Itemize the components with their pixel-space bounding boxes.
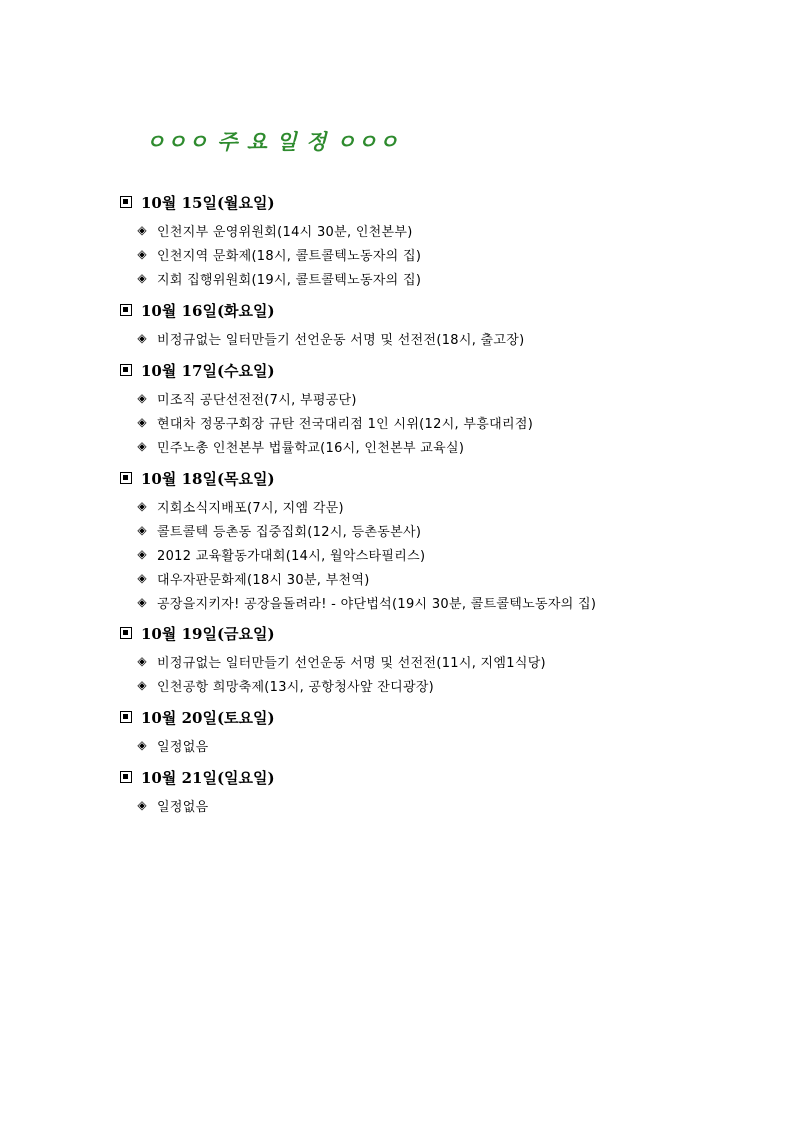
diamond-bullet-icon: ◈ <box>137 499 147 513</box>
schedule-item-text: 대우자판문화제(18시 30분, 부천역) <box>157 572 370 588</box>
square-bullet-icon <box>120 711 132 723</box>
day-label: 10월 19일(금요일) <box>141 624 275 643</box>
day-label: 10월 15일(월요일) <box>141 193 275 212</box>
list-item <box>120 218 421 242</box>
schedule-item-text: 일정없음 <box>157 799 209 815</box>
diamond-bullet-icon: ◈ <box>137 654 147 668</box>
schedule-list <box>120 494 596 614</box>
list-item <box>120 266 421 290</box>
schedule-list <box>120 649 546 697</box>
schedule-item-text: 지회 집행위원회(19시, 콜트콜텍노동자의 집) <box>157 272 422 288</box>
list-item <box>120 649 546 673</box>
list-item <box>120 566 596 590</box>
diamond-bullet-icon: ◈ <box>137 247 147 261</box>
day-header <box>120 707 275 727</box>
schedule-item-text: 미조직 공단선전전(7시, 부평공단) <box>157 392 357 408</box>
schedule-item-text: 지회소식지배포(7시, 지엠 각문) <box>157 500 344 516</box>
list-item <box>120 733 275 757</box>
schedule-item-text: 인천지역 문화제(18시, 콜트콜텍노동자의 집) <box>157 248 422 264</box>
square-bullet-icon <box>120 364 132 376</box>
day-header <box>120 192 421 212</box>
day-section <box>120 707 275 757</box>
list-item <box>120 518 596 542</box>
day-section <box>120 468 596 614</box>
list-item <box>120 326 525 350</box>
diamond-bullet-icon: ◈ <box>137 523 147 537</box>
diamond-bullet-icon: ◈ <box>137 738 147 752</box>
schedule-item-text: 비정규없는 일터만들기 선언운동 서명 및 선전전(11시, 지엠1식당) <box>157 655 546 671</box>
list-item <box>120 494 596 518</box>
list-item <box>120 410 533 434</box>
diamond-bullet-icon: ◈ <box>137 798 147 812</box>
diamond-bullet-icon: ◈ <box>137 331 147 345</box>
diamond-bullet-icon: ◈ <box>137 415 147 429</box>
day-header <box>120 360 533 380</box>
schedule-list <box>120 793 275 817</box>
list-item <box>120 542 596 566</box>
diamond-bullet-icon: ◈ <box>137 271 147 285</box>
square-bullet-icon <box>120 304 132 316</box>
day-section <box>120 192 421 290</box>
diamond-bullet-icon: ◈ <box>137 571 147 585</box>
schedule-list <box>120 218 421 290</box>
schedule-item-text: 인천지부 운영위원회(14시 30분, 인천본부) <box>157 224 413 240</box>
schedule-item-text: 현대차 정몽구회장 규탄 전국대리점 1인 시위(12시, 부흥대리점) <box>157 416 534 432</box>
day-label: 10월 17일(수요일) <box>141 361 275 380</box>
list-item <box>120 386 533 410</box>
schedule-item-text: 일정없음 <box>157 739 209 755</box>
diamond-bullet-icon: ◈ <box>137 223 147 237</box>
day-section <box>120 300 525 350</box>
square-bullet-icon <box>120 627 132 639</box>
day-label: 10월 16일(화요일) <box>141 301 275 320</box>
schedule-item-text: 콜트콜텍 등촌동 집중집회(12시, 등촌동본사) <box>157 524 422 540</box>
schedule-item-text: 비정규없는 일터만들기 선언운동 서명 및 선전전(18시, 출고장) <box>157 332 525 348</box>
page-title: ㅇㅇㅇ 주 요 일 정 ㅇㅇㅇ <box>145 130 400 154</box>
schedule-item-text: 민주노총 인천본부 법률학교(16시, 인천본부 교육실) <box>157 440 465 456</box>
square-bullet-icon <box>120 196 132 208</box>
square-bullet-icon <box>120 472 132 484</box>
day-header <box>120 767 275 787</box>
day-header <box>120 623 546 643</box>
list-item <box>120 590 596 614</box>
schedule-list <box>120 733 275 757</box>
square-bullet-icon <box>120 771 132 783</box>
diamond-bullet-icon: ◈ <box>137 547 147 561</box>
diamond-bullet-icon: ◈ <box>137 595 147 609</box>
schedule-item-text: 공장을지키자! 공장을돌려라! - 야단법석(19시 30분, 콜트콜텍노동자의 집) <box>157 596 597 612</box>
day-section <box>120 360 533 458</box>
schedule-item-text: 2012 교육활동가대회(14시, 월악스타필리스) <box>157 548 426 564</box>
list-item <box>120 793 275 817</box>
day-label: 10월 18일(목요일) <box>141 469 275 488</box>
list-item <box>120 434 533 458</box>
day-section <box>120 623 546 697</box>
schedule-item-text: 인천공항 희망축제(13시, 공항청사앞 잔디광장) <box>157 679 435 695</box>
day-header <box>120 468 596 488</box>
day-section <box>120 767 275 817</box>
diamond-bullet-icon: ◈ <box>137 391 147 405</box>
day-label: 10월 21일(일요일) <box>141 768 275 787</box>
day-header <box>120 300 525 320</box>
list-item <box>120 673 546 697</box>
diamond-bullet-icon: ◈ <box>137 439 147 453</box>
day-label: 10월 20일(토요일) <box>141 708 275 727</box>
schedule-list <box>120 386 533 458</box>
list-item <box>120 242 421 266</box>
schedule-list <box>120 326 525 350</box>
diamond-bullet-icon: ◈ <box>137 678 147 692</box>
